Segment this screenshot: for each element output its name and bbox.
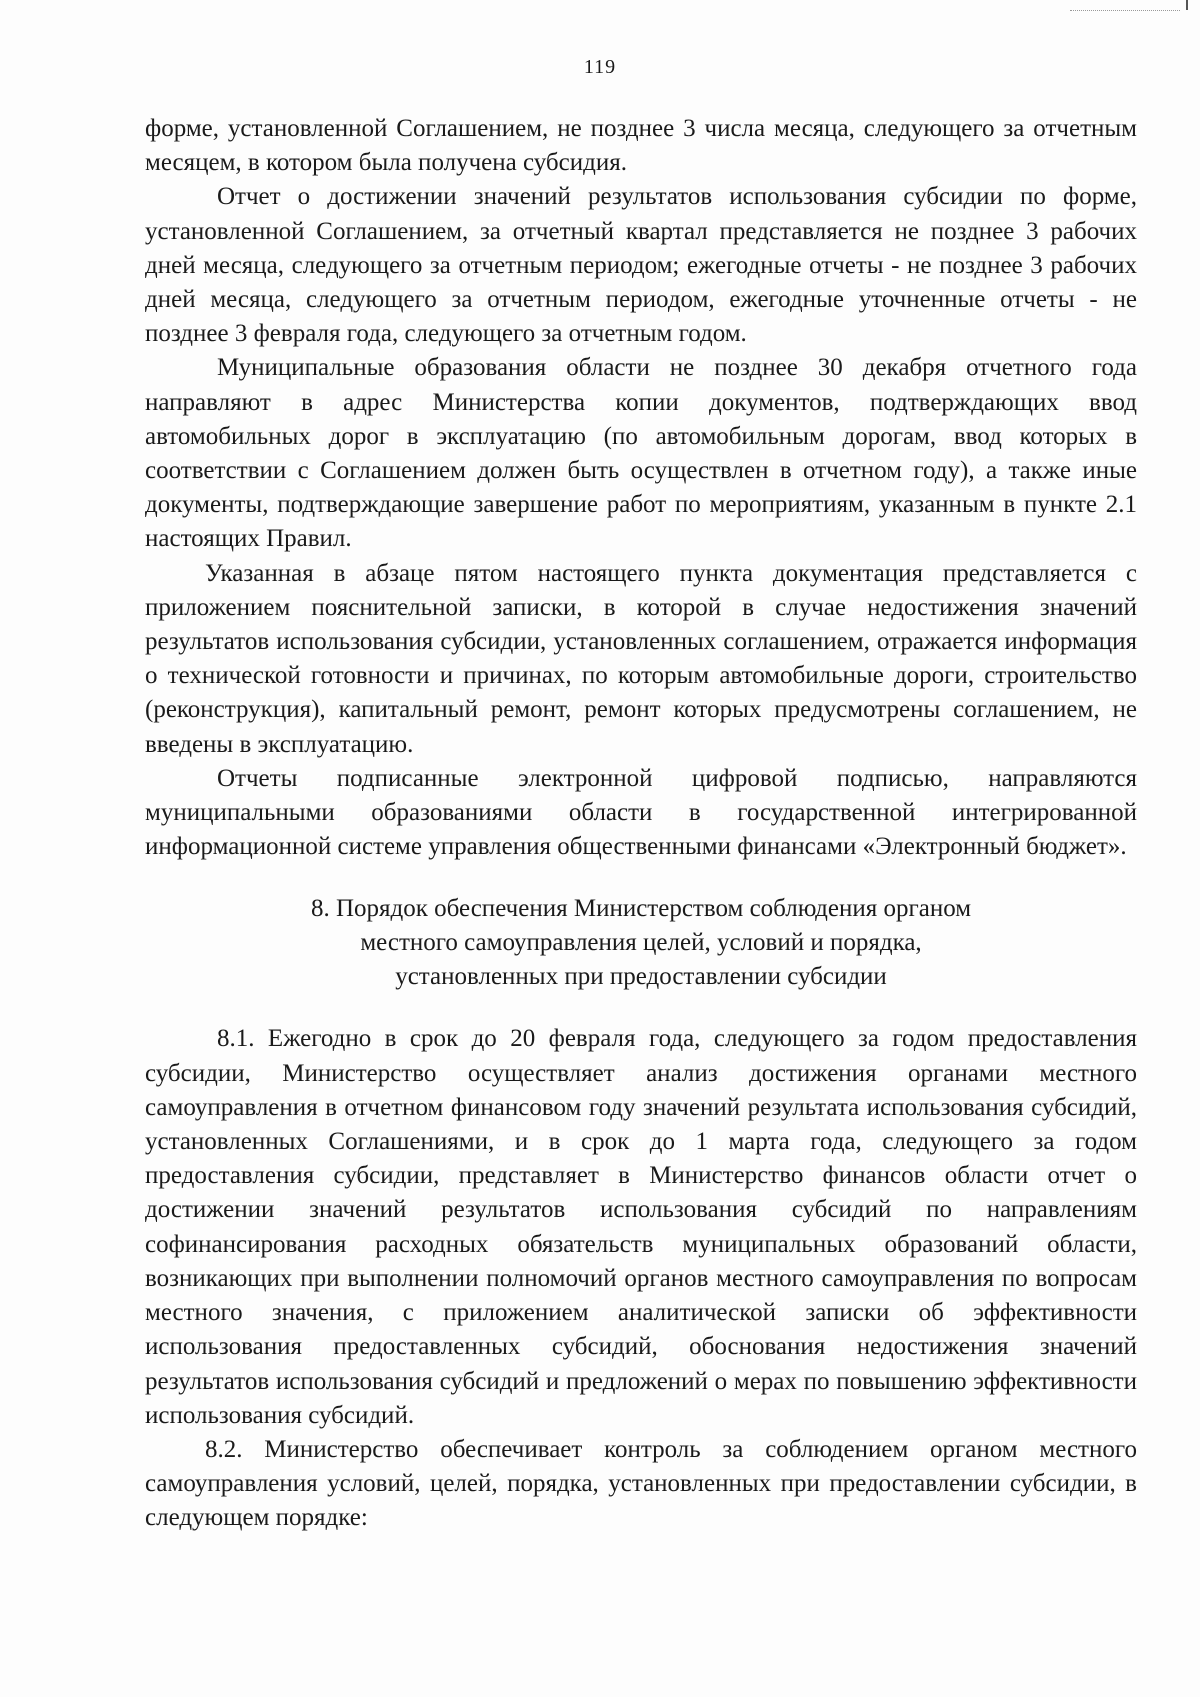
section-heading-line-1: 8. Порядок обеспечения Министерством соблюдения органом [310, 895, 972, 923]
paragraph-electronic-signature: Отчеты подписанные электронной цифровой подписью, направляются муниципальными образованиями области в государственной интегрированной информационной системе управления общественными финансами «Электронный бюджет». [145, 764, 1137, 861]
paragraph-report-deadlines: Отчет о достижении значений результатов использования субсидии по форме, установленной Соглашением, за отчетный квартал представляется не позднее 3 рабочих дней месяца, следующего за отчетным периодом; ежегодные отчеты - не позднее 3 рабочих дней месяца, следующего за отчетным периодом, ежегодные уточненные отчеты - не позднее 3 февраля года, следующего за отчетным годом. [145, 183, 1137, 348]
section-heading-line-2: местного самоуправления целей, условий и порядка, [360, 929, 922, 957]
document-body [145, 112, 1137, 1536]
page-number: 119 [583, 56, 617, 78]
paragraph-8-1: 8.1. Ежегодно в срок до 20 февраля года, следующего за годом предоставления субсидии, Министерство осуществляет анализ достижения органами местного самоуправления в отчетном финансовом году значений результата использования субсидий, установленных Соглашениями, и в срок до 1 марта года, следующего за годом предоставления субсидии, представляет в Министерство финансов области отчет о достижении значений результатов использования субсидий по направлениям софинансирования расходных обязательств муниципальных образований области, возникающих при выполнении полномочий органов местного самоуправления по вопросам местного значения, с приложением аналитической записки об эффективности использования предоставленных субсидий, обоснования недостижения значений результатов использования субсидий и предложений о мерах по повышению эффективности использования субсидий. [145, 1025, 1137, 1429]
scan-corner-mark [1070, 0, 1180, 11]
paragraph-municipal-documents: Муниципальные образования области не позднее 30 декабря отчетного года направляют в адрес Министерства копии документов, подтверждающих ввод автомобильных дорог в эксплуатацию (по автомобильным дорогам, ввод которых в соответствии с Соглашением должен быть осуществлен в отчетном году), а также иные документы, подтверждающие завершение работ по мероприятиям, указанным в пункте 2.1 настоящих Правил. [145, 354, 1137, 553]
paragraph-continuation: форме, установленной Соглашением, не позднее 3 числа месяца, следующего за отчетным месяцем, в котором была получена субсидия. [145, 115, 1137, 177]
section-8-heading [145, 892, 1137, 994]
paragraph-8-2: 8.2. Министерство обеспечивает контроль за соблюдением органом местного самоуправления условий, целей, порядка, установленных при предоставлении субсидии, в следующем порядке: [145, 1435, 1137, 1532]
scan-corner-tick [1186, 0, 1188, 10]
section-heading-line-3: установленных при предоставлении субсидии [395, 963, 887, 991]
paragraph-explanatory-note: Указанная в абзаце пятом настоящего пункта документация представляется с приложением пояснительной записки, в которой в случае недостижения значений результатов использования субсидии, установленных соглашением, отражается информация о технической готовности и причинах, по которым автомобильные дороги, строительство (реконструкция), капитальный ремонт, ремонт которых предусмотрены соглашением, не введены в эксплуатацию. [145, 559, 1137, 758]
